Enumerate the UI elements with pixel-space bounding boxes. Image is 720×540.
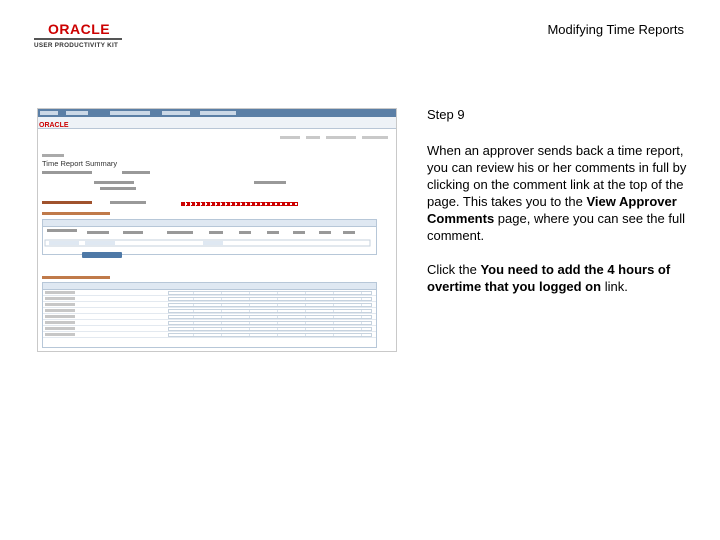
app-approver-comments-row xyxy=(42,199,162,207)
comment-link-name: You need to add the 4 hours of overtime that you logged on xyxy=(427,262,671,294)
app-menubar xyxy=(38,109,396,117)
instructions-panel xyxy=(427,106,695,312)
step-label: Step 9 xyxy=(427,107,465,122)
instruction-paragraph-1 xyxy=(427,142,695,244)
project-details-label xyxy=(42,211,112,217)
instruction-paragraph-2 xyxy=(427,261,695,295)
project-details-button[interactable] xyxy=(82,252,122,258)
view-approver-comments-term: View Approver Comments xyxy=(427,194,677,226)
table-row xyxy=(43,332,376,338)
app-header-fields xyxy=(42,169,382,199)
application-screenshot xyxy=(37,108,397,352)
para2-text: Click the xyxy=(427,262,481,277)
project-details-grid xyxy=(42,219,377,255)
para2-text-end: link. xyxy=(601,279,628,294)
personal-details-label xyxy=(42,275,112,281)
page-title: Modifying Time Reports xyxy=(547,22,684,37)
oracle-upk-logo xyxy=(34,22,134,48)
logo-subtitle: USER PRODUCTIVITY KIT xyxy=(34,42,119,49)
app-toolbar xyxy=(38,117,396,129)
approver-comment-link[interactable] xyxy=(181,202,298,206)
para1-text: When an approver sends back a time report, you can review his or her comments in full by clicking on the comment link at the top of the page. This takes you to the xyxy=(427,143,687,209)
app-oracle-logo: ORACLE xyxy=(39,122,69,129)
oracle-wordmark: ORACLE xyxy=(48,21,111,37)
para1-text-end: page, where you can see the full comment. xyxy=(427,211,685,243)
app-page-heading: Time Report Summary xyxy=(42,159,118,168)
personal-details-grid xyxy=(42,282,377,348)
app-subnav xyxy=(280,135,390,142)
